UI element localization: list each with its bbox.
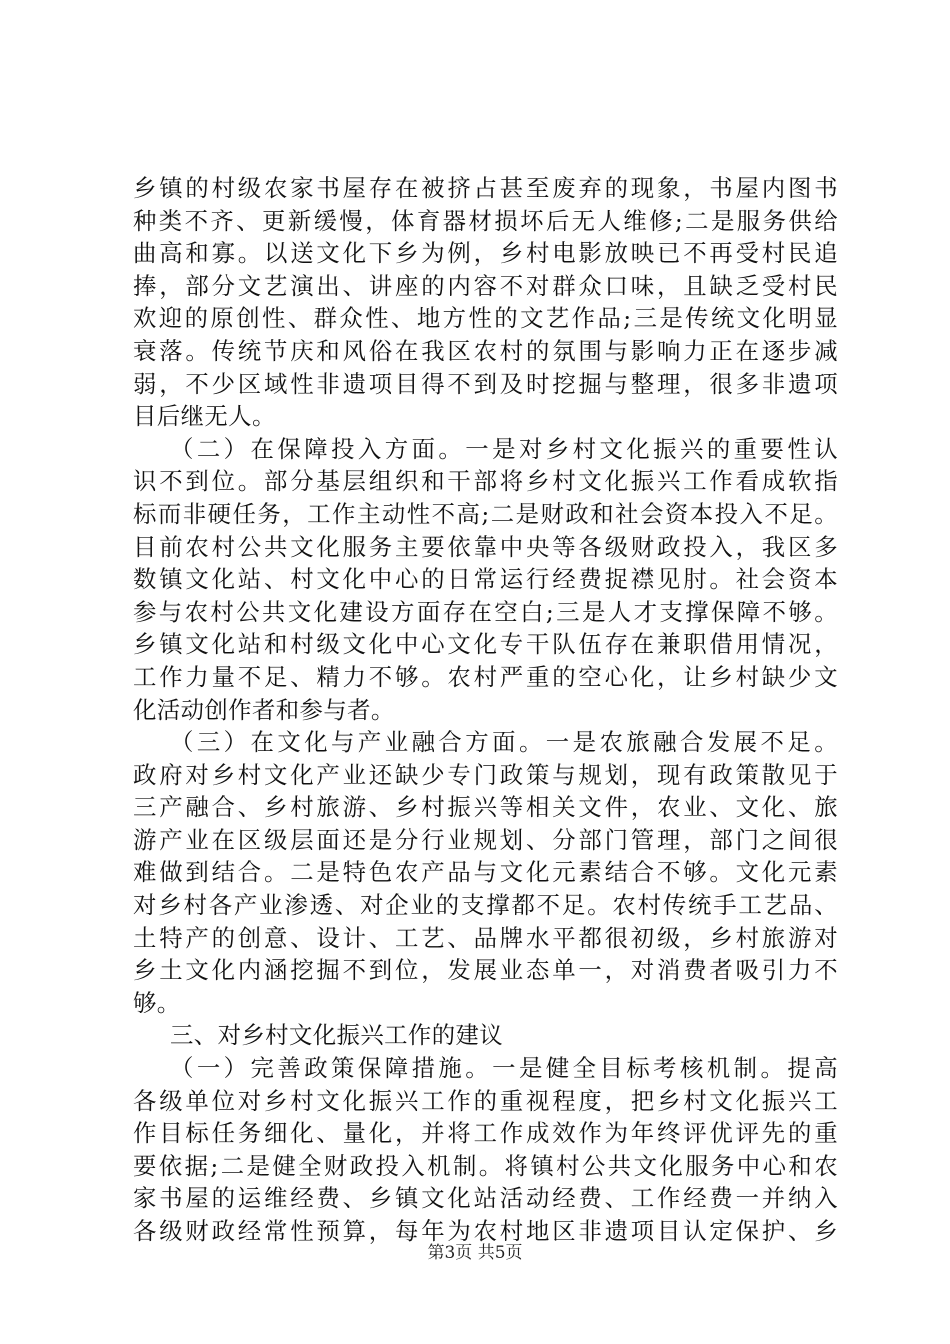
text-line: 欢迎的原创性、群众性、地方性的文艺作品;三是传统文化明显 [133, 304, 838, 333]
text-line: 政府对乡村文化产业还缺少专门政策与规划，现有政策散见于 [133, 760, 838, 789]
text-line: 识不到位。部分基层组织和干部将乡村文化振兴工作看成软指 [133, 467, 838, 496]
text-line: 乡镇文化站和村级文化中心文化专干队伍存在兼职借用情况， [133, 630, 838, 659]
text-line: 要依据;二是健全财政投入机制。将镇村公共文化服务中心和农 [133, 1151, 838, 1180]
text-line: 乡镇的村级农家书屋存在被挤占甚至废弃的现象，书屋内图书 [133, 174, 838, 202]
text-line: 衰落。传统节庆和风俗在我区农村的氛围与影响力正在逐步减 [133, 336, 838, 365]
text-line: 种类不齐、更新缓慢，体育器材损坏后无人维修;二是服务供给 [133, 206, 838, 235]
text-line: 土特产的创意、设计、工艺、品牌水平都很初级，乡村旅游对 [133, 923, 838, 952]
text-line: 三产融合、乡村旅游、乡村振兴等相关文件，农业、文化、旅 [133, 793, 838, 822]
text-line: （一）完善政策保障措施。一是健全目标考核机制。提高 [170, 1054, 838, 1083]
text-line: 目前农村公共文化服务主要依靠中央等各级财政投入，我区多 [133, 532, 838, 561]
text-line: 各级财政经常性预算，每年为农村地区非遗项目认定保护、乡 [133, 1217, 838, 1245]
section-heading: 三、对乡村文化振兴工作的建议 [170, 1021, 504, 1050]
body-text [133, 172, 838, 1248]
text-line: 曲高和寡。以送文化下乡为例，乡村电影放映已不再受村民追 [133, 239, 838, 268]
text-line: （三）在文化与产业融合方面。一是农旅融合发展不足。 [170, 728, 838, 757]
text-line: 游产业在区级层面还是分行业规划、分部门管理，部门之间很 [133, 825, 838, 854]
text-line: （二）在保障投入方面。一是对乡村文化振兴的重要性认 [170, 434, 838, 463]
text-line: 工作力量不足、精力不够。农村严重的空心化，让乡村缺少文 [133, 662, 838, 691]
text-line: 作目标任务细化、量化，并将工作成效作为年终评优评先的重 [133, 1119, 838, 1148]
text-line: 目后继无人。 [133, 402, 276, 431]
text-line: 捧，部分文艺演出、讲座的内容不对群众口味，且缺乏受村民 [133, 271, 838, 300]
text-line: 对乡村各产业渗透、对企业的支撑都不足。农村传统手工艺品、 [133, 891, 838, 920]
text-line: 参与农村公共文化建设方面存在空白;三是人才支撑保障不够。 [133, 597, 838, 626]
text-line: 难做到结合。二是特色农产品与文化元素结合不够。文化元素 [133, 858, 838, 887]
text-line: 够。 [133, 988, 181, 1017]
text-line: 标而非硬任务，工作主动性不高;二是财政和社会资本投入不足。 [133, 499, 838, 528]
text-line: 数镇文化站、村文化中心的日常运行经费捉襟见肘。社会资本 [133, 565, 838, 594]
text-line: 乡土文化内涵挖掘不到位，发展业态单一，对消费者吸引力不 [133, 956, 838, 985]
text-line: 弱，不少区域性非遗项目得不到及时挖掘与整理，很多非遗项 [133, 369, 838, 398]
text-line: 各级单位对乡村文化振兴工作的重视程度，把乡村文化振兴工 [133, 1086, 838, 1115]
text-line: 家书屋的运维经费、乡镇文化站活动经费、工作经费一并纳入 [133, 1184, 838, 1213]
page-number-footer: 第3页 共5页 [427, 1243, 523, 1263]
text-line: 化活动创作者和参与者。 [133, 695, 395, 724]
